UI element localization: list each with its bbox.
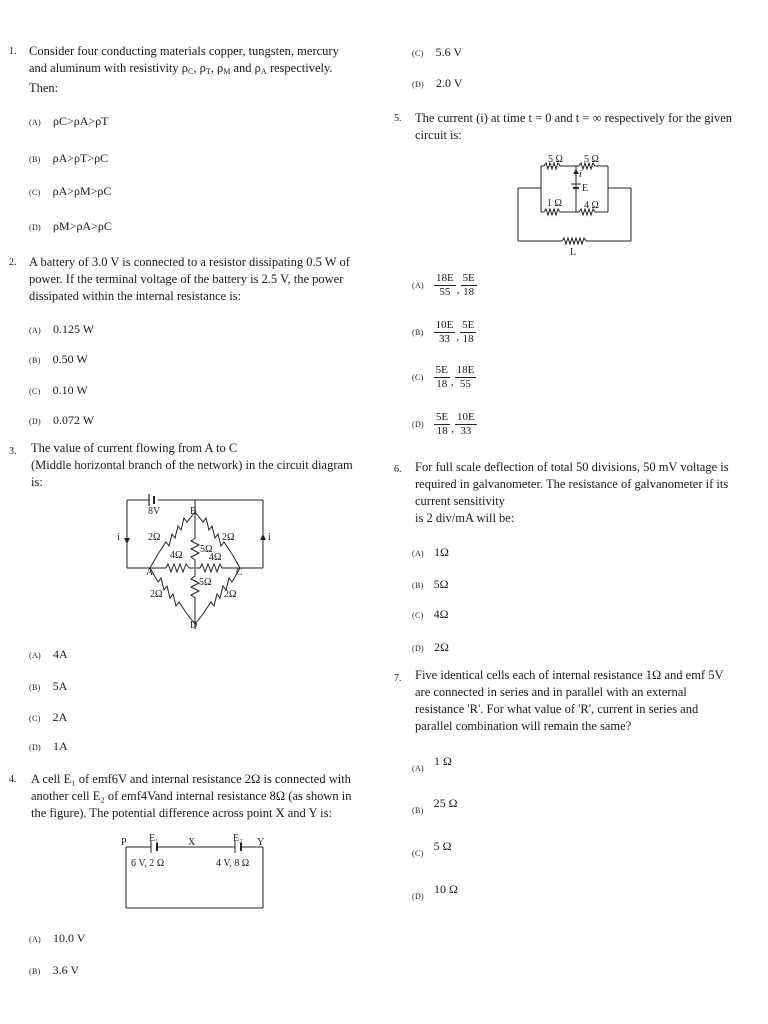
resistor-ad-label: 2Ω [150, 589, 163, 600]
node-c-label: C [236, 567, 243, 578]
question-line: required in galvanometer. The resistance of galvanometer if its [415, 477, 729, 491]
question-text [29, 254, 374, 305]
option-c[interactable]: (C) 4Ω [412, 607, 449, 621]
question-line: Then: [29, 81, 59, 95]
question-line: Five identical cells each of internal resistance 1Ω and emf 5V [415, 668, 724, 682]
node-d-label: D [190, 620, 198, 631]
question-number: 6. [394, 464, 402, 475]
option-d[interactable]: $_{(D)}$ 10 Ω [412, 882, 458, 901]
resistor-bd-bottom-label: 5Ω [199, 577, 212, 588]
point-y-label: Y [257, 837, 265, 848]
question-text [415, 459, 760, 527]
option-a[interactable]: (A) 4A [29, 647, 68, 661]
question-line: dissipated within the internal resistance is: [29, 289, 242, 303]
option-b[interactable]: (B) $\frac{10E}{33}$ , $\frac{5E}{18}$ [412, 319, 475, 345]
bridge-circuit-diagram [110, 488, 280, 633]
resistor-bottom-right-label: 4 Ω [584, 200, 599, 211]
question-line: A battery of 3.0 V is connected to a resistor dissipating 0.5 W of [29, 255, 350, 269]
cell2-value: 4 V, 8 Ω [216, 858, 250, 869]
question-text [415, 110, 760, 144]
question-line: parallel combination will remain the same? [415, 719, 632, 733]
cell-e1-label: E₁ [149, 833, 159, 844]
question-line: another cell E₂ of emf4Vand internal resistance 8Ω (as shown in [31, 789, 352, 803]
current-label: i [579, 169, 582, 180]
option-a[interactable]: $_{(A)}$ 1 Ω [412, 754, 452, 773]
option-b[interactable]: (B) 5Ω [412, 577, 449, 591]
question-line: (Middle horizontal branch of the network) in the circuit diagram [31, 458, 353, 472]
option-c[interactable]: (C) 5.6 V [412, 45, 463, 59]
option-b[interactable]: (B) ρA>ρT>ρC [29, 151, 109, 165]
resistor-bc-label: 2Ω [222, 532, 235, 543]
option-c[interactable]: (C) 2A [29, 710, 68, 724]
resistor-top-left-label: 5 Ω [548, 154, 563, 165]
two-cell-circuit-diagram [115, 830, 270, 915]
current-left-label: i [117, 532, 120, 543]
resistor-top-right-label: 5 Ω [584, 154, 599, 165]
resistor-cd-label: 2Ω [224, 589, 237, 600]
inductor-label: L [570, 247, 577, 258]
question-line: power. If the terminal voltage of the battery is 2.5 V, the power [29, 272, 344, 286]
option-b[interactable]: (B) 0.50 W [29, 352, 88, 366]
question-number: 7. [394, 673, 402, 684]
option-c[interactable]: (C) 0.10 W [29, 383, 88, 397]
question-line: A cell E₁ of emf6V and internal resistance 2Ω is connected with [31, 772, 351, 786]
option-c[interactable]: (C) ρA>ρM>ρC [29, 184, 112, 198]
option-d[interactable]: (D) 2Ω [412, 640, 449, 654]
question-text [29, 43, 374, 97]
question-line: current sensitivity [415, 494, 505, 508]
option-a[interactable]: (A) 10.0 V [29, 931, 86, 945]
option-c[interactable]: (C) $\frac{5E}{18}$ , $\frac{18E}{55}$ [412, 364, 475, 390]
question-text [415, 667, 760, 735]
option-b[interactable]: (B) 3.6 V [29, 963, 80, 977]
current-right-label: i [268, 532, 271, 543]
question-line: resistance 'R'. For what value of 'R', current in series and [415, 702, 699, 716]
option-d[interactable]: (D) 2.0 V [412, 76, 463, 90]
question-line: are connected in series and in parallel with an external [415, 685, 687, 699]
emf-label: E [582, 183, 589, 194]
option-a[interactable]: (A) $\frac{18E}{55}$ , $\frac{5E}{18}$ [412, 272, 475, 298]
resistor-bd-top-label: 5Ω [200, 544, 213, 555]
question-line: For full scale deflection of total 50 divisions, 50 mV voltage is [415, 460, 729, 474]
option-d[interactable]: (D) 1A [29, 739, 68, 753]
question-text [31, 771, 376, 822]
cell1-value: 6 V, 2 Ω [131, 858, 165, 869]
question-number: 2. [9, 257, 17, 268]
rl-circuit-diagram [514, 150, 644, 260]
resistor-mid-left-label: 4Ω [170, 550, 183, 561]
option-b[interactable]: (B) 5A [29, 679, 68, 693]
question-line: circuit is: [415, 128, 462, 142]
option-a[interactable]: (A) ρC>ρA>ρT [29, 114, 109, 128]
option-b[interactable]: $_{(B)}$ 25 Ω [412, 796, 458, 815]
option-d[interactable]: (D) ρM>ρA>ρC [29, 219, 112, 233]
question-line: is: [31, 475, 43, 489]
resistor-bottom-left-label: 1 Ω [547, 198, 562, 209]
option-d[interactable]: (D) 0.072 W [29, 413, 95, 427]
node-b-label: B [190, 506, 197, 517]
question-number: 4. [9, 774, 17, 785]
question-line: The current (i) at time t = 0 and t = ∞ respectively for the given [415, 111, 732, 125]
question-line: Consider four conducting materials copper, tungsten, mercury [29, 44, 339, 58]
question-number: 5. [394, 113, 402, 124]
option-c[interactable]: $_{(C)}$ 5 Ω [412, 839, 452, 858]
point-p-label: P [121, 837, 127, 848]
question-number: 3. [9, 446, 17, 457]
option-a[interactable]: (A) 0.125 W [29, 322, 95, 336]
question-line: is 2 div/mA will be: [415, 511, 515, 525]
question-line: and aluminum with resistivity ρC, ρT, ρM and ρA respectively. [29, 61, 333, 76]
resistor-ab-label: 2Ω [148, 532, 161, 543]
resistor-mid-right-label: 4Ω [209, 552, 222, 563]
question-line: the figure). The potential difference across point X and Y is: [31, 806, 332, 820]
node-a-label: A [146, 567, 154, 578]
question-line: The value of current flowing from A to C [31, 441, 238, 455]
option-d[interactable]: (D) $\frac{5E}{18}$ , $\frac{10E}{33}$ [412, 411, 475, 437]
point-x-label: X [188, 837, 196, 848]
question-number: 1. [9, 46, 17, 57]
option-a[interactable]: (A) 1Ω [412, 545, 449, 559]
question-text [31, 440, 376, 491]
battery-label: 8V [148, 506, 161, 517]
cell-e2-label: E₂ [233, 833, 243, 844]
